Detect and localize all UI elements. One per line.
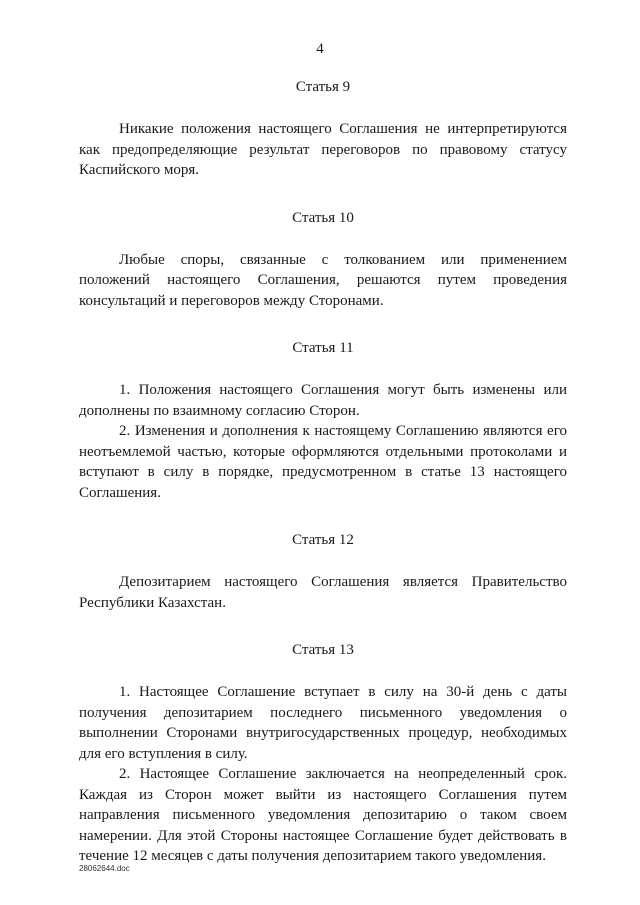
- article-paragraph: 1. Настоящее Соглашение вступает в силу на 30-й день с даты получения депозитарием последнего письменного уведомления о выполнении Сторонами внутригосударственных процедур, необходимых для его вступления в силу.: [79, 684, 567, 762]
- article-paragraph: 2. Настоящее Соглашение заключается на неопределенный срок. Каждая из Сторон может выйти из настоящего Соглашения путем направления письменного уведомления депозитарию о таком своем намерении. Для этой Стороны настоящее Соглашение будет действовать в течение 12 месяцев с даты получения депозитарием такого уведомления.: [79, 766, 567, 864]
- article-12: [79, 530, 567, 613]
- article-title: Статья 9: [295, 79, 351, 95]
- article-paragraph: Депозитарием настоящего Соглашения является Правительство Республики Казахстан.: [79, 574, 567, 611]
- article-title: Статья 13: [292, 642, 354, 658]
- page-number: 4: [316, 41, 324, 57]
- article-paragraph: 2. Изменения и дополнения к настоящему Соглашению являются его неотъемлемой частью, которые оформляются отдельными протоколами и вступают в силу в порядке, предусмотренном в статье 13 настоящего Соглашения.: [79, 423, 567, 501]
- article-title: Статья 10: [292, 209, 354, 226]
- article-title: Статья 11: [292, 340, 354, 356]
- document-body: [79, 77, 567, 894]
- article-paragraph: 1. Положения настоящего Соглашения могут быть изменены или дополнены по взаимному согласию Сторон.: [79, 382, 567, 419]
- article-10: [79, 208, 567, 312]
- file-name-footer: 28062644.doc: [79, 864, 130, 873]
- article-paragraph: Любые споры, связанные с толкованием или применением положений настоящего Соглашения, решаются путем проведения консультаций и переговоров между Сторонами.: [79, 251, 567, 309]
- article-11: [79, 338, 567, 503]
- article-paragraph: Никакие положения настоящего Соглашения не интерпретируются как предопределяющие результат переговоров по правовому статусу Каспийского моря.: [79, 121, 567, 178]
- article-13: [79, 640, 567, 867]
- article-9: [79, 77, 567, 181]
- article-title: Статья 12: [292, 532, 354, 548]
